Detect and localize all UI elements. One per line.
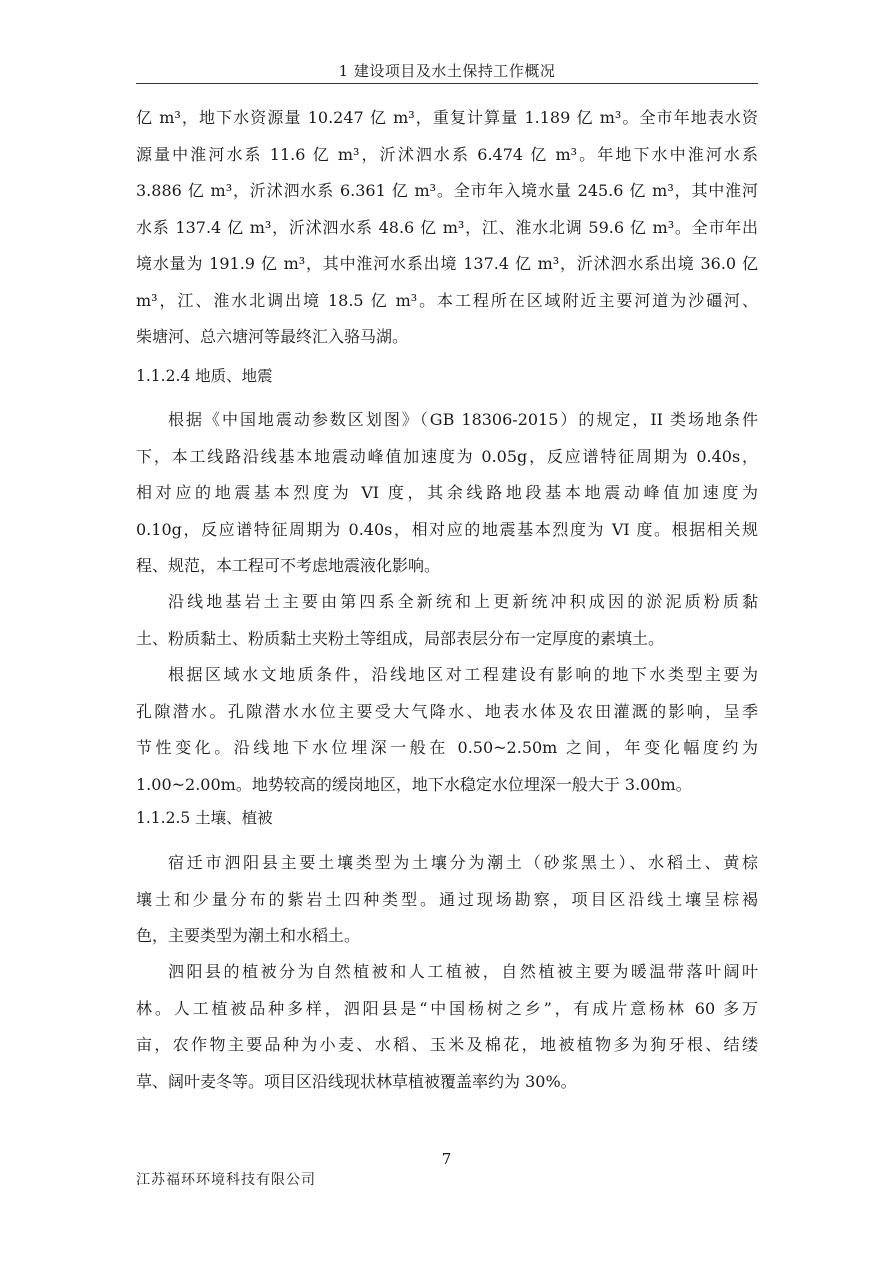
paragraph-soil-strata (136, 584, 758, 657)
text-line: 下，本工线路沿线基本地震动峰值加速度为 0.05g，反应谱特征周期为 0.40s， (136, 446, 758, 466)
running-header: 1 建设项目及水土保持工作概况 (338, 62, 556, 80)
text-line: m³，江、淮水北调出境 18.5 亿 m³。本工程所在区域附近主要河道为沙礓河、 (136, 290, 758, 310)
text-line: 水系 137.4 亿 m³，沂沭泗水系 48.6 亿 m³，江、淮水北调 59.6 亿 m³。全市年出 (136, 217, 758, 237)
text-line: 林。人工植被品种多样，泗阳县是“中国杨树之乡”，有成片意杨林 60 多万 (136, 998, 758, 1018)
text-line: 亩，农作物主要品种为小麦、水稻、玉米及棉花，地被植物多为狗牙根、结缕 (136, 1035, 758, 1054)
text-line: 境水量为 191.9 亿 m³，其中淮河水系出境 137.4 亿 m³，沂沭泗水系出境 36.0 亿 (136, 254, 758, 273)
text-line: 草、阔叶麦冬等。项目区沿线现状林草植被覆盖率约为 30%。 (136, 1071, 577, 1091)
text-line: 程、规范，本工程可不考虑地震液化影响。 (136, 556, 441, 575)
text-line: 亿 m³，地下水资源量 10.247 亿 m³，重复计算量 1.189 亿 m³。全市年地表水资 (136, 108, 758, 127)
text-line: 孔隙潜水。孔隙潜水水位主要受大气降水、地表水体及农田灌溉的影响，呈季 (136, 701, 758, 721)
paragraph-seismic (136, 402, 758, 585)
section-heading-geology: 1.1.2.4 地质、地震 (136, 367, 273, 385)
text-line: 节性变化。沿线地下水位埋深一般在 0.50~2.50m 之间，年变化幅度约为 (136, 738, 758, 757)
text-line: 宿迁市泗阳县主要土壤类型为土壤分为潮土（砂浆黑土）、水稻土、黄棕 (168, 853, 758, 872)
paragraph-water-resources (136, 100, 758, 356)
text-line: 根据《中国地震动参数区划图》（GB 18306-2015）的规定，II 类场地条件 (168, 410, 758, 429)
text-line: 相对应的地震基本烈度为 VI 度，其余线路地段基本地震动峰值加速度为 (136, 483, 758, 502)
paragraph-soil-types (136, 845, 758, 955)
text-line: 泗阳县的植被分为自然植被和人工植被，自然植被主要为暖温带落叶阔叶 (168, 962, 758, 981)
text-line: 1.00~2.00m。地势较高的缓岗地区，地下水稳定水位埋深一般大于 3.00m。 (136, 774, 692, 794)
text-line: 0.10g，反应谱特征周期为 0.40s，相对应的地震基本烈度为 VI 度。根据相关规 (136, 519, 758, 539)
text-line: 沿线地基岩土主要由第四系全新统和上更新统冲积成因的淤泥质粉质黏 (168, 592, 758, 611)
footer-company-name: 江苏福环环境科技有限公司 (136, 1172, 316, 1188)
paragraph-groundwater (136, 657, 758, 803)
header-divider (136, 83, 758, 84)
paragraph-vegetation (136, 954, 758, 1100)
page-number: 7 (441, 1150, 452, 1168)
text-line: 色，主要类型为潮土和水稻土。 (136, 926, 361, 945)
text-line: 土、粉质黏土、粉质黏土夹粉土等组成，局部表层分布一定厚度的素填土。 (136, 628, 665, 648)
text-line: 源量中淮河水系 11.6 亿 m³，沂沭泗水系 6.474 亿 m³。年地下水中淮河水系 (136, 144, 758, 164)
text-line: 柴塘河、总六塘河等最终汇入骆马湖。 (136, 327, 409, 346)
section-heading-soil-vegetation: 1.1.2.5 土壤、植被 (136, 809, 273, 827)
text-line: 根据区域水文地质条件，沿线地区对工程建设有影响的地下水类型主要为 (168, 665, 758, 684)
text-line: 壤土和少量分布的紫岩土四种类型。通过现场勘察，项目区沿线土壤呈棕褐 (136, 889, 758, 909)
text-line: 3.886 亿 m³，沂沭泗水系 6.361 亿 m³。全市年入境水量 245.6 亿 m³，其中淮河 (136, 181, 758, 200)
